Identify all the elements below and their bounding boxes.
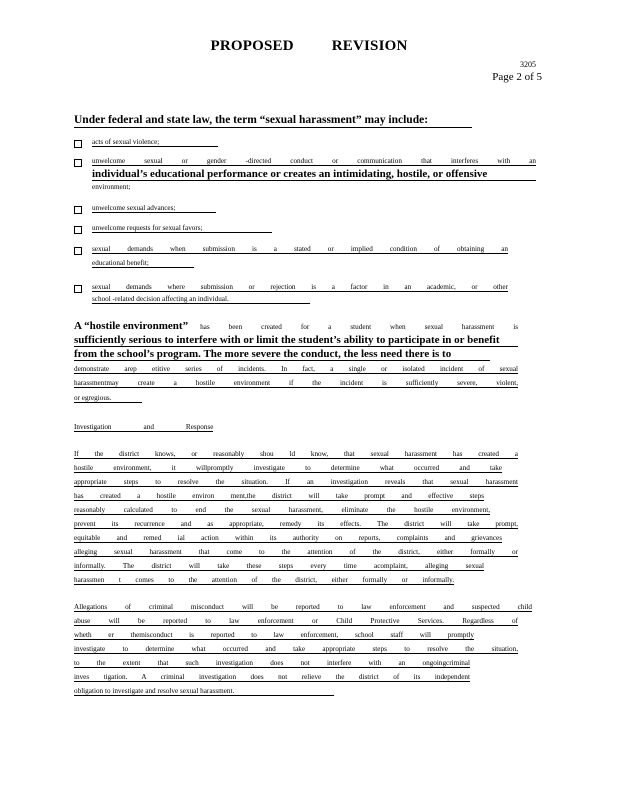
investigation-line-8: alleging sexual harassment that come to the attention of the district, either formally or [74,548,518,556]
bullet-3: unwelcome sexual advances; [92,204,216,213]
bullet-2-line-3: environment; [92,183,131,191]
allegations-line-5: to the extent that such investigation does not interfere with an ongoingcriminal [74,659,470,667]
investigation-line-2: hostile environment, it willpromptly investigate to determine what occurred and take [74,464,502,472]
allegations-line-6: inves tigation. A criminal investigation does not relieve the district of its independent [74,673,470,681]
checkbox-icon [74,285,82,293]
checkbox-icon [74,226,82,234]
investigation-line-6: prevent its recurrence and as appropriate, remedy its effects. The district will take prompt, [74,520,518,528]
title-proposed: PROPOSED [210,38,294,54]
allegations-line-3: wheth er themisconduct is reported to law enforcement, school staff will promptly [74,631,474,639]
investigation-line-5: reasonably calculated to end the sexual harassment, eliminate the hostile environment, [74,506,490,514]
bullet-1: acts of sexual violence; [92,138,218,147]
hostile-line-1-rest: has been created for a student when sexual harassment is [200,323,518,331]
bullet-5-line-2: educational benefit; [92,259,194,268]
bullet-2-line-1: unwelcome sexual or gender -directed conduct or communication that interferes with an [92,157,536,165]
policy-code: 3205 [520,60,536,69]
document-title [0,38,618,55]
bullet-4: unwelcome requests for sexual favors; [92,224,272,233]
hostile-line-4: demonstrate arep etitive series of incidents. In fact, a single or isolated incident of sexual [74,365,518,373]
hostile-term: A “hostile environment” [74,320,189,332]
subheading-investigation: Investigation [74,423,112,431]
bullet-2-line-2: individual’s educational performance or creates an intimidating, hostile, or offensive [92,168,536,181]
checkbox-icon [74,206,82,214]
hostile-line-6: or egregious. [74,394,142,403]
investigation-line-7: equitable and remed ial action within its authority on reports, complaints and grievances [74,534,502,542]
hostile-line-2: sufficiently serious to interfere with or limit the student’s ability to participate in or benefit [74,334,518,347]
checkbox-icon [74,159,82,167]
bullet-5-line-1: sexual demands when submission is a stated or implied condition of obtaining an [92,245,508,253]
investigation-line-9: informally. The district will take these steps every time acomplaint, alleging sexual [74,562,484,570]
hostile-line-3: from the school’s program. The more severe the conduct, the less need there is to [74,348,490,361]
title-revision: REVISION [331,38,408,54]
bullet-6-line-2: school -related decision affecting an individual. [92,295,310,304]
checkbox-icon [74,140,82,148]
section-heading: Under federal and state law, the term “sexual harassment” may include: [74,113,472,128]
allegations-line-4: investigate to determine what occurred and take appropriate steps to resolve the situation, [74,645,518,653]
allegations-line-1: Allegations of criminal misconduct will be reported to law enforcement and suspected child [74,603,532,611]
hostile-line-1 [74,320,518,332]
investigation-line-10: harassmen t comes to the attention of the district, either formally or informally. [74,576,454,584]
hostile-line-5: harassmentmay create a hostile environment if the incident is sufficiently severe, violent, [74,379,518,387]
investigation-line-3: appropriate steps to resolve the situation. If an investigation reveals that sexual harassment [74,478,518,486]
investigation-line-4: has created a hostile environ ment,the district will take prompt and effective steps [74,492,484,500]
allegations-line-2: abuse will be reported to law enforcement or Child Protective Services. Regardless of [74,617,518,625]
investigation-subheading [74,423,213,432]
subheading-and: and [143,423,154,431]
allegations-line-7: obligation to investigate and resolve sexual harassment. [74,687,334,696]
page-indicator: Page 2 of 5 [492,71,542,83]
bullet-6-line-1: sexual demands where submission or rejection is a factor in an academic, or other [92,283,508,291]
checkbox-icon [74,247,82,255]
subheading-response: Response [185,423,214,431]
investigation-line-1: If the district knows, or reasonably shou ld know, that sexual harassment has created a [74,450,518,458]
